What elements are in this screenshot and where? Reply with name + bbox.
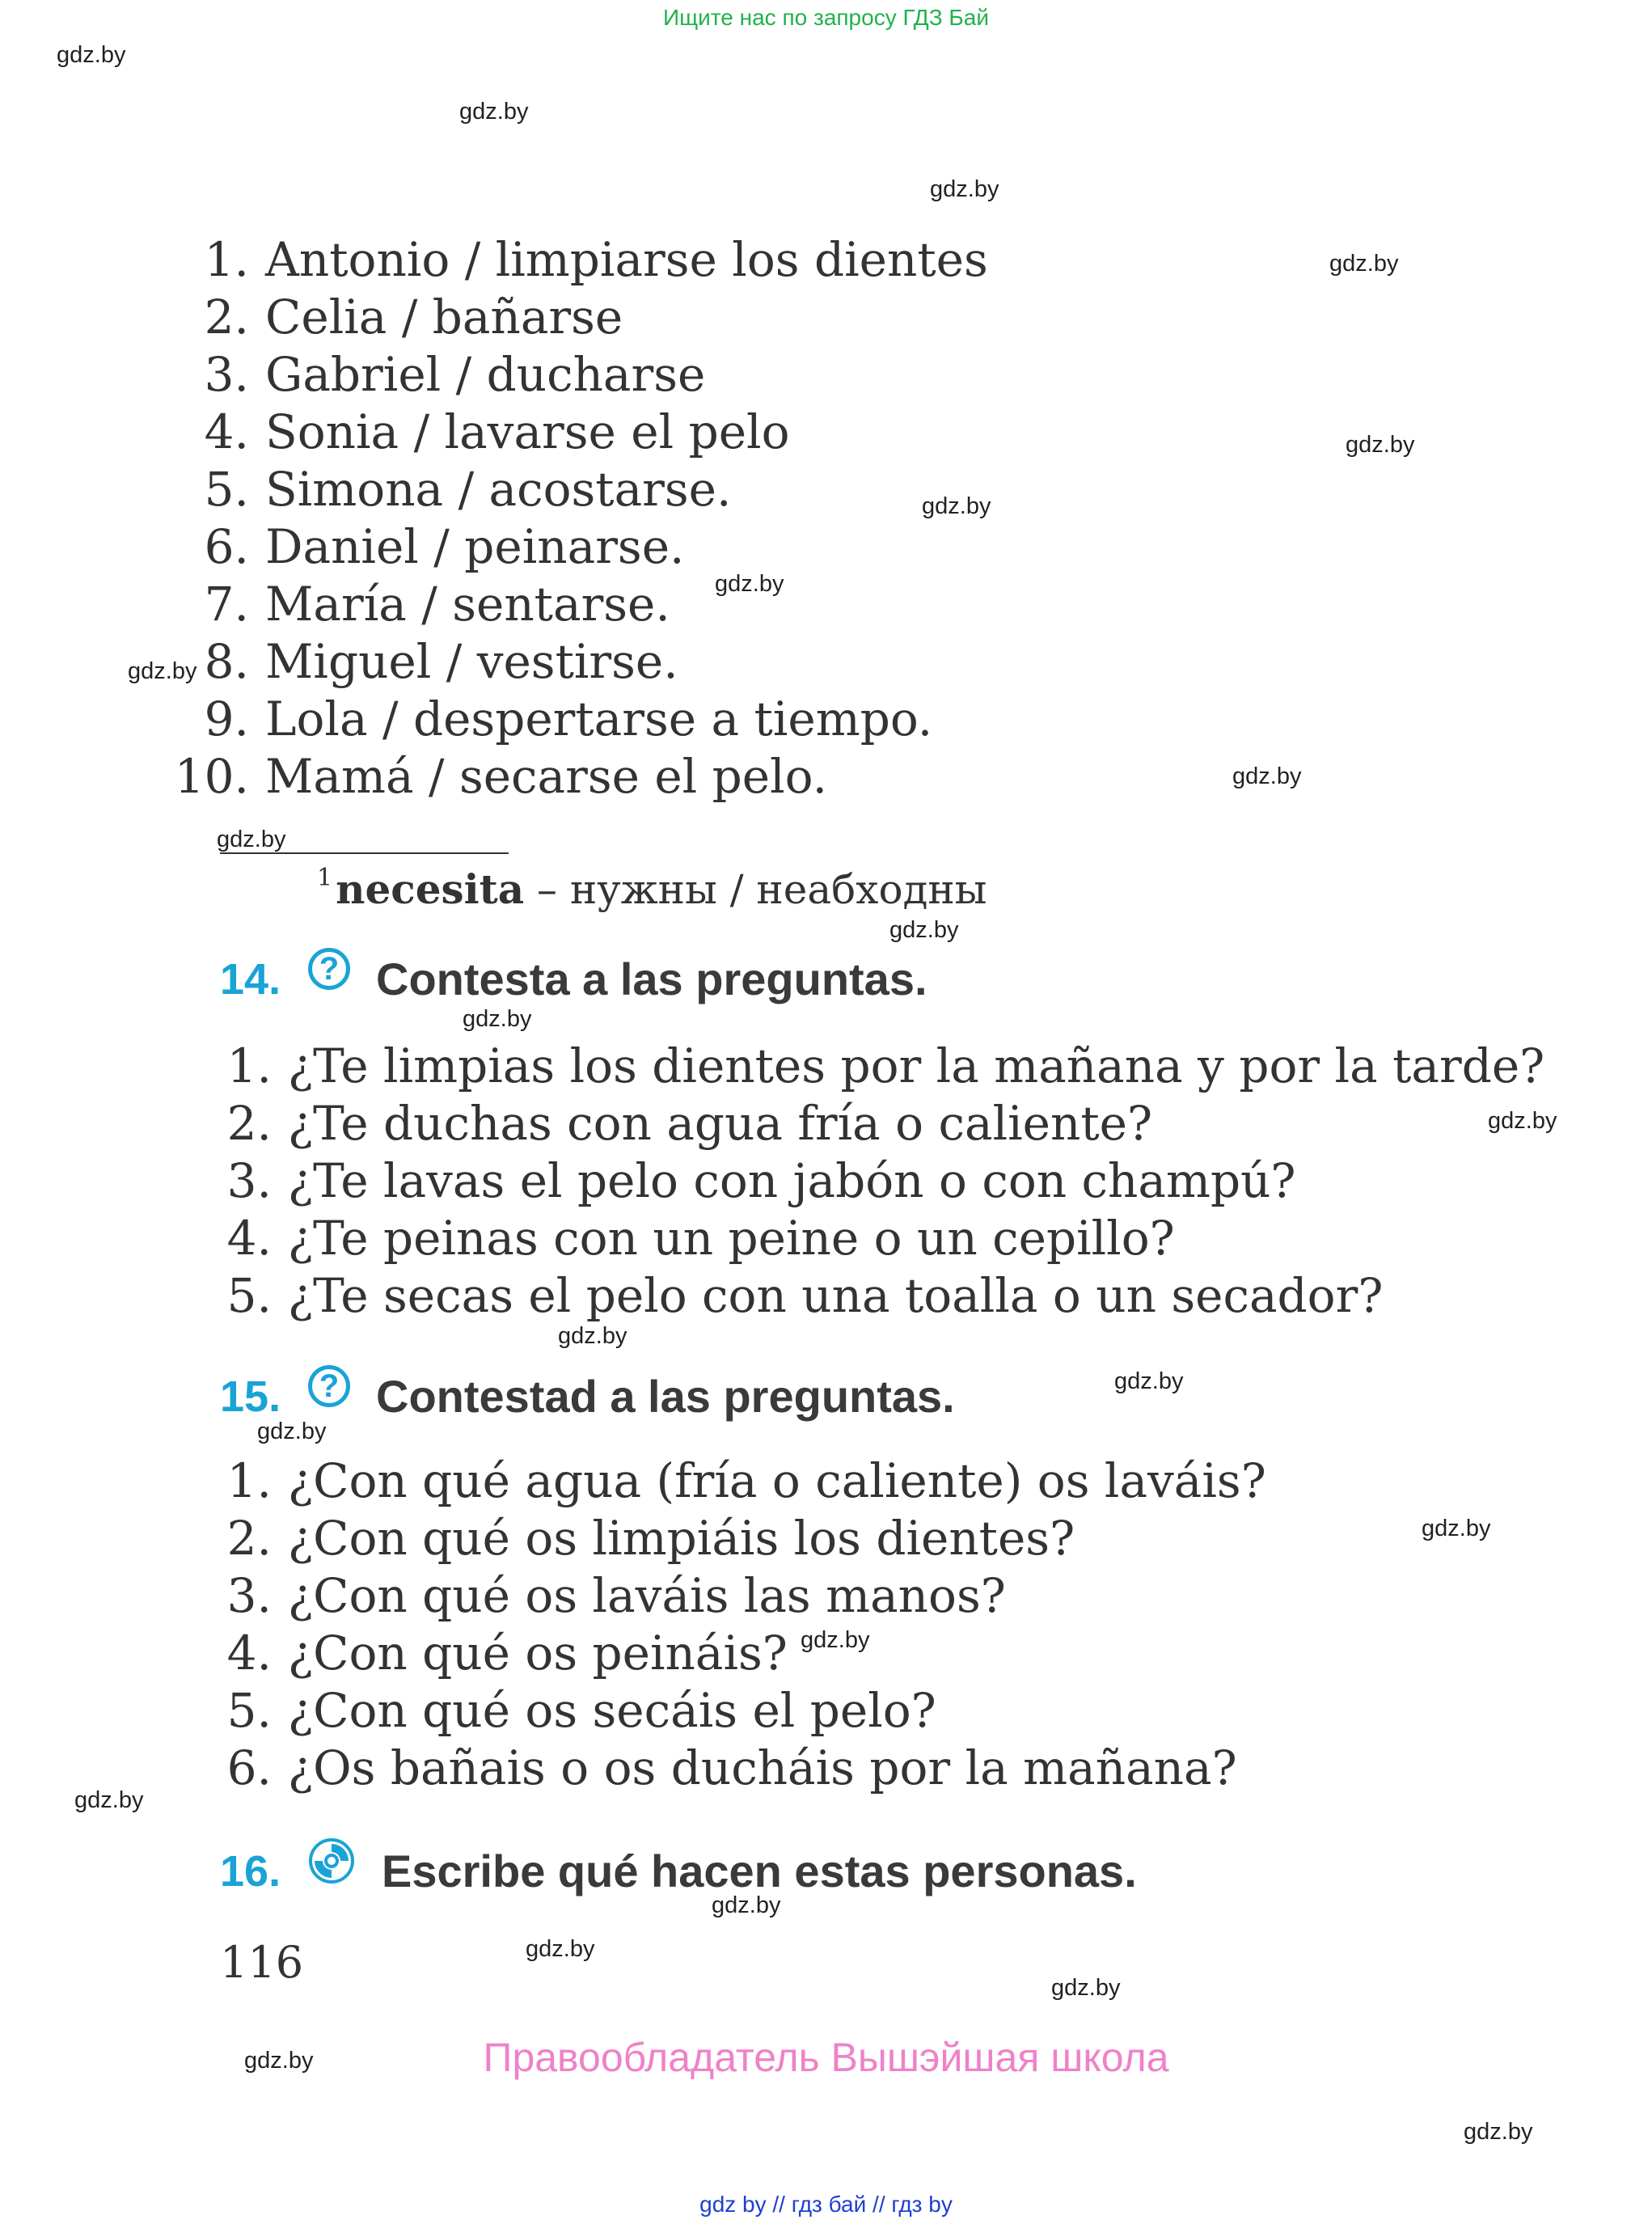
list-item: 8. Miguel / vestirse. bbox=[204, 634, 678, 689]
top-banner: Ищите нас по запросу ГДЗ Бай bbox=[662, 5, 990, 30]
question-item: 4. ¿Con qué os peináis? bbox=[226, 1626, 788, 1681]
footnote-gloss: – нужны / неабходны bbox=[524, 866, 987, 913]
watermark: gdz.by bbox=[801, 1627, 870, 1653]
watermark: gdz.by bbox=[1051, 1975, 1121, 2001]
question-item: 6. ¿Os bañais o os ducháis por la mañana? bbox=[226, 1740, 1237, 1795]
page-number: 116 bbox=[220, 1937, 304, 1988]
watermark: gdz.by bbox=[459, 99, 529, 125]
watermark: gdz.by bbox=[715, 571, 784, 597]
footnote bbox=[317, 864, 987, 913]
list-item: 7. María / sentarse. bbox=[204, 577, 670, 632]
exercise-14-title: Contesta a las preguntas. bbox=[376, 953, 927, 1004]
list-item: 9. Lola / despertarse a tiempo. bbox=[204, 691, 933, 746]
exercise-15-number: 15. bbox=[220, 1372, 281, 1421]
watermark: gdz.by bbox=[1329, 251, 1399, 277]
watermark: gdz.by bbox=[1488, 1108, 1557, 1134]
watermark: gdz.by bbox=[712, 1892, 781, 1918]
question-item: 3. ¿Con qué os laváis las manos? bbox=[226, 1568, 1006, 1623]
question-item: 2. ¿Te duchas con agua fría o caliente? bbox=[226, 1096, 1153, 1151]
watermark: gdz.by bbox=[57, 42, 126, 68]
footnote-mark: 1 bbox=[317, 864, 333, 892]
question-item: 4. ¿Te peinas con un peine o un cepillo? bbox=[226, 1211, 1175, 1266]
bottom-banner: gdz by // гдз бай // гдз by bbox=[699, 2192, 953, 2217]
question-item: 2. ¿Con qué os limpiáis los dientes? bbox=[226, 1511, 1075, 1566]
exercise-16-number: 16. bbox=[220, 1847, 281, 1896]
exercise-14-number: 14. bbox=[220, 955, 281, 1004]
list-item: 10. Mamá / secarse el pelo. bbox=[174, 749, 828, 804]
cd-icon bbox=[308, 1837, 355, 1884]
watermark: gdz.by bbox=[1422, 1516, 1491, 1541]
watermark: gdz.by bbox=[1114, 1368, 1184, 1394]
exercise-15-title: Contestad a las preguntas. bbox=[376, 1371, 955, 1422]
exercise-16-title: Escribe qué hacen estas personas. bbox=[382, 1846, 1137, 1896]
list-item: 2. Celia / bañarse bbox=[204, 290, 623, 345]
watermark: gdz.by bbox=[463, 1006, 532, 1032]
list-item: 3. Gabriel / ducharse bbox=[204, 347, 706, 402]
question-item: 1. ¿Te limpias los dientes por la mañana y por la tarde? bbox=[226, 1038, 1545, 1093]
list-item: 1. Antonio / limpiarse los dientes bbox=[204, 232, 988, 287]
question-item: 5. ¿Con qué os secáis el pelo? bbox=[226, 1683, 936, 1738]
question-icon: ? bbox=[308, 948, 350, 990]
question-item: 3. ¿Te lavas el pelo con jabón o con champú? bbox=[226, 1153, 1296, 1208]
watermark: gdz.by bbox=[930, 176, 999, 202]
watermark: gdz.by bbox=[217, 827, 286, 852]
watermark: gdz.by bbox=[1464, 2119, 1533, 2145]
question-item: 1. ¿Con qué agua (fría o caliente) os laváis? bbox=[226, 1453, 1266, 1508]
watermark: gdz.by bbox=[128, 658, 197, 684]
footnote-rule bbox=[220, 852, 509, 854]
watermark: gdz.by bbox=[889, 917, 959, 943]
question-item: 5. ¿Te secas el pelo con una toalla o un secador? bbox=[226, 1268, 1384, 1323]
rights-holder: Правообладатель Вышэйшая школа bbox=[483, 2035, 1169, 2080]
watermark: gdz.by bbox=[244, 2048, 314, 2074]
list-item: 6. Daniel / peinarse. bbox=[204, 519, 685, 574]
watermark: gdz.by bbox=[526, 1936, 595, 1962]
watermark: gdz.by bbox=[74, 1787, 144, 1813]
list-item: 4. Sonia / lavarse el pelo bbox=[204, 404, 790, 459]
list-item: 5. Simona / acostarse. bbox=[204, 462, 732, 517]
watermark: gdz.by bbox=[257, 1419, 327, 1444]
watermark: gdz.by bbox=[1232, 763, 1302, 789]
watermark: gdz.by bbox=[922, 493, 991, 519]
watermark: gdz.by bbox=[558, 1323, 627, 1349]
footnote-term: necesita bbox=[336, 865, 525, 913]
watermark: gdz.by bbox=[1346, 432, 1415, 458]
question-icon: ? bbox=[308, 1365, 350, 1407]
